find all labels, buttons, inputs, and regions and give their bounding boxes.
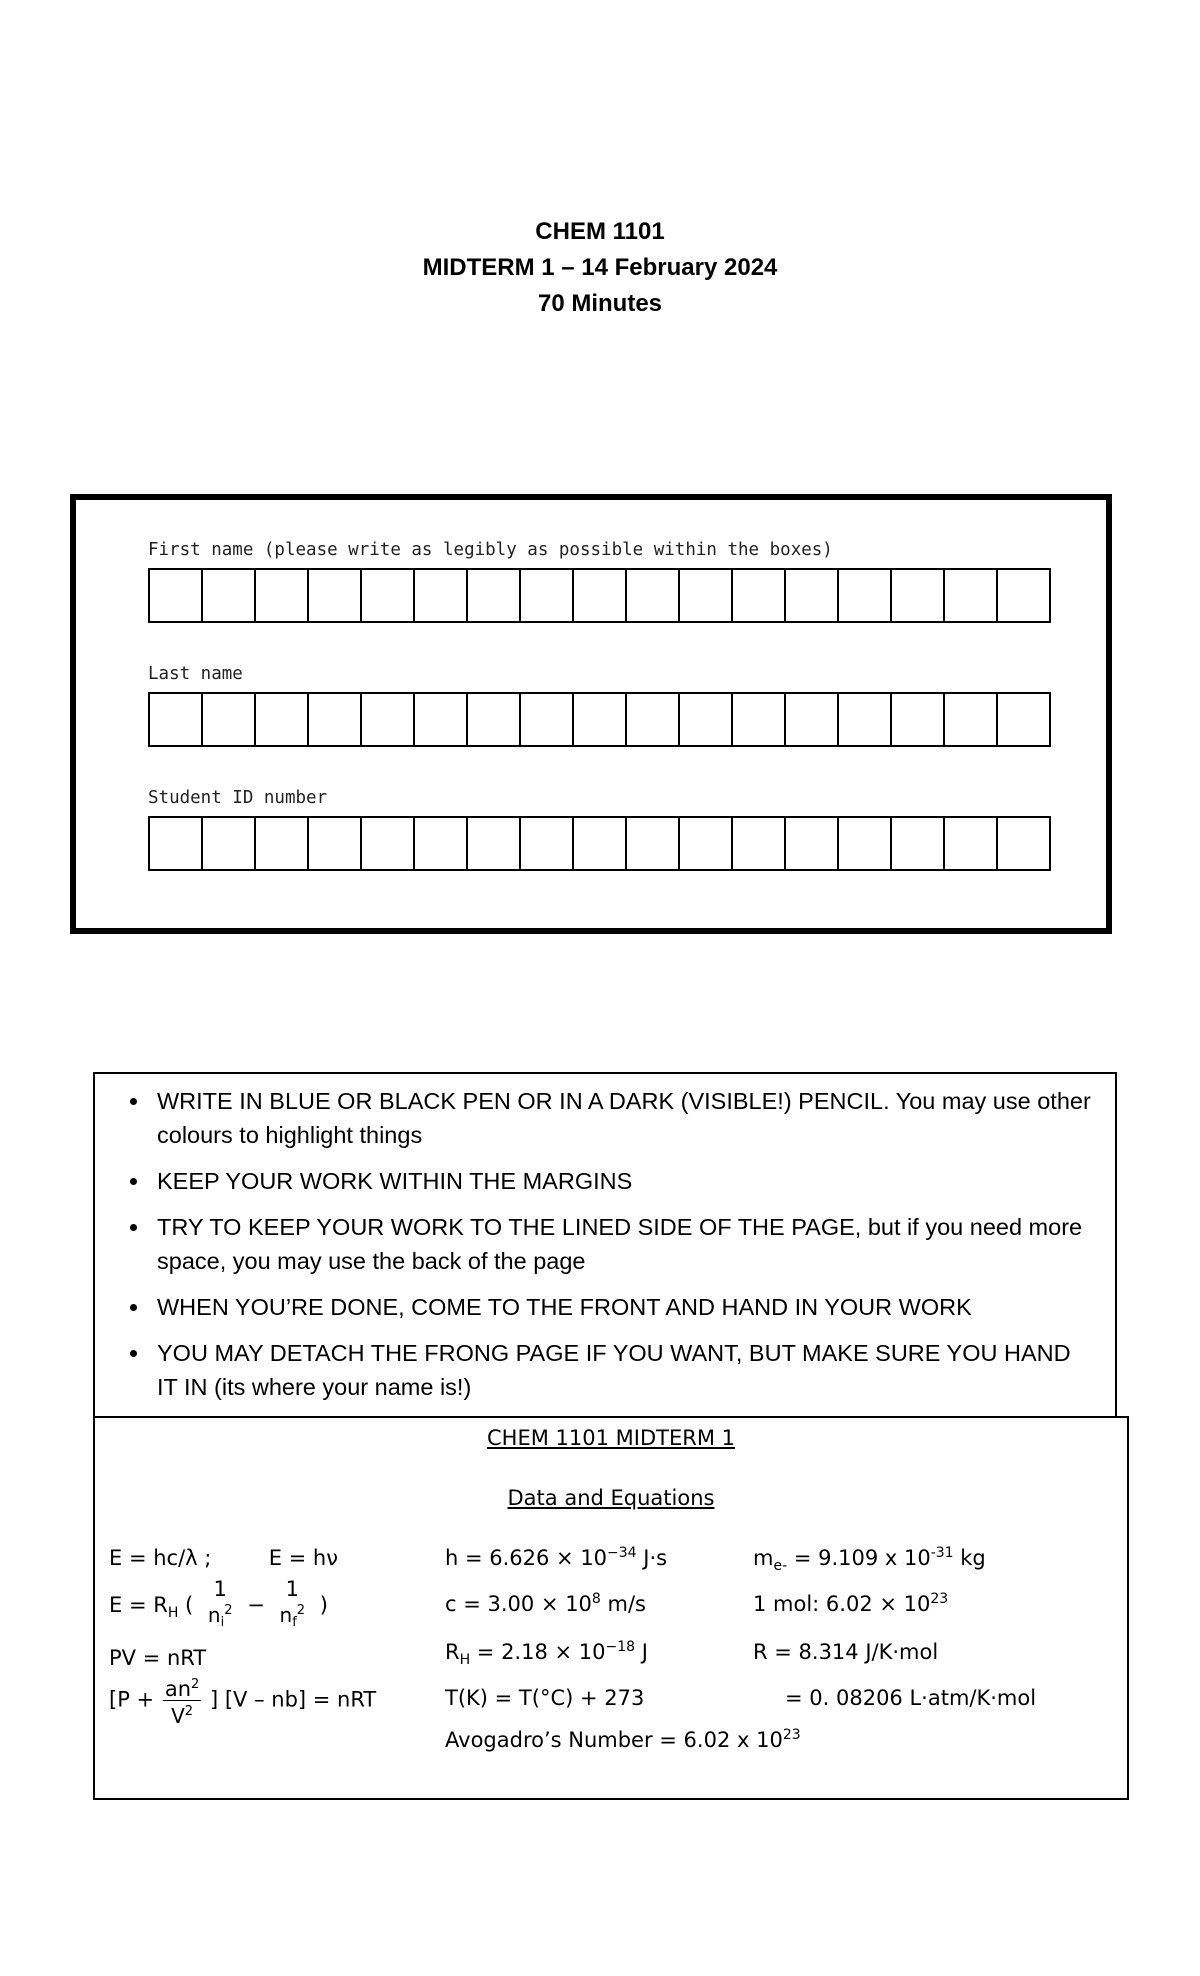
letter-box[interactable] xyxy=(150,570,203,621)
rydberg-equation xyxy=(109,1578,328,1634)
rydberg-prefix: E = R xyxy=(109,1593,168,1617)
photon-energy-equations xyxy=(109,1544,338,1572)
rh-subscript: H xyxy=(459,1652,471,1669)
photon-energy-frequency: E = hν xyxy=(268,1546,338,1570)
me-value: = 9.109 x 10 xyxy=(787,1546,931,1570)
planck-unit: J·s xyxy=(636,1546,668,1570)
me-symbol: m xyxy=(753,1546,774,1570)
letter-box[interactable] xyxy=(362,570,415,621)
rydberg-constant xyxy=(445,1638,648,1669)
letter-box[interactable] xyxy=(521,694,574,745)
fraction-denominator xyxy=(278,1600,308,1634)
fraction-numerator: 1 xyxy=(285,1577,299,1601)
letter-box[interactable] xyxy=(415,694,468,745)
planck-value: h = 6.626 × 10 xyxy=(445,1546,608,1570)
digit-box[interactable] xyxy=(468,818,521,869)
letter-box[interactable] xyxy=(415,570,468,621)
n-initial: n xyxy=(207,1603,221,1627)
fraction-numerator: 1 xyxy=(213,1577,227,1601)
avogadro-value: Avogadro’s Number = 6.02 x 10 xyxy=(445,1728,783,1752)
exam-header xyxy=(0,214,1200,322)
rh-value: = 2.18 × 10 xyxy=(470,1640,606,1664)
letter-box[interactable] xyxy=(839,694,892,745)
letter-box[interactable] xyxy=(733,570,786,621)
vdw-den-exp: 2 xyxy=(184,1704,194,1719)
vdw-fraction xyxy=(163,1674,201,1727)
speed-of-light xyxy=(445,1590,646,1618)
letter-box[interactable] xyxy=(998,694,1049,745)
first-name-label: First name (please write as legibly as possible within the boxes) xyxy=(148,540,833,560)
instruction-item: • KEEP YOUR WORK WITHIN THE MARGINS xyxy=(151,1164,1095,1198)
rh-exponent: −18 xyxy=(605,1639,636,1655)
letter-box[interactable] xyxy=(892,694,945,745)
me-subscript: e- xyxy=(773,1558,788,1575)
planck-exponent: −34 xyxy=(607,1545,637,1561)
vdw-num-exp: 2 xyxy=(191,1677,200,1692)
digit-box[interactable] xyxy=(521,818,574,869)
digit-box[interactable] xyxy=(786,818,839,869)
rh-unit: J xyxy=(635,1640,648,1664)
temperature-conversion: T(K) = T(°C) + 273 xyxy=(445,1686,645,1710)
van-der-waals-equation xyxy=(109,1674,376,1727)
letter-box[interactable] xyxy=(362,694,415,745)
digit-box[interactable] xyxy=(945,818,998,869)
letter-box[interactable] xyxy=(786,694,839,745)
letter-box[interactable] xyxy=(468,570,521,621)
digit-box[interactable] xyxy=(574,818,627,869)
data-sheet-subtitle: Data and Equations xyxy=(507,1486,715,1510)
first-name-boxes[interactable] xyxy=(148,568,1051,623)
digit-box[interactable] xyxy=(309,818,362,869)
digit-box[interactable] xyxy=(150,818,203,869)
last-name-label: Last name xyxy=(148,664,243,684)
vdw-open: [P + xyxy=(109,1687,155,1712)
gas-constant-atm: = 0. 08206 L·atm/K·mol xyxy=(785,1686,1037,1710)
letter-box[interactable] xyxy=(203,694,256,745)
instruction-item: • TRY TO KEEP YOUR WORK TO THE LINED SIDE OF THE PAGE, but if you need more space, you may use the back of the page xyxy=(151,1210,1095,1278)
instruction-list xyxy=(95,1074,1115,1404)
digit-box[interactable] xyxy=(627,818,680,869)
gas-constant-joules: R = 8.314 J/K·mol xyxy=(753,1640,939,1664)
avogadro-exponent: 23 xyxy=(782,1727,801,1743)
letter-box[interactable] xyxy=(309,694,362,745)
light-exponent: 8 xyxy=(591,1591,601,1607)
n-final: n xyxy=(279,1603,293,1627)
student-identity-form xyxy=(70,494,1112,934)
vdw-rest: ] [V – nb] = nRT xyxy=(209,1687,377,1712)
letter-box[interactable] xyxy=(998,570,1049,621)
ideal-gas-law: PV = nRT xyxy=(109,1646,207,1670)
digit-box[interactable] xyxy=(362,818,415,869)
letter-box[interactable] xyxy=(574,570,627,621)
data-and-equations-sheet xyxy=(93,1416,1129,1800)
letter-box[interactable] xyxy=(680,570,733,621)
n-initial-square: 2 xyxy=(224,1603,233,1618)
fraction-final xyxy=(278,1578,308,1634)
last-name-boxes[interactable] xyxy=(148,692,1051,747)
avogadro-number xyxy=(445,1726,801,1754)
n-final-square: 2 xyxy=(296,1603,306,1618)
vdw-den-text: V xyxy=(171,1704,185,1728)
instruction-item: • WHEN YOU’RE DONE, COME TO THE FRONT AND HAND IN YOUR WORK xyxy=(151,1290,1095,1324)
letter-box[interactable] xyxy=(945,570,998,621)
exam-duration: 70 Minutes xyxy=(537,290,663,317)
letter-box[interactable] xyxy=(309,570,362,621)
minus-sign: − xyxy=(247,1593,265,1617)
exam-instructions xyxy=(93,1072,1117,1418)
course-title: CHEM 1101 xyxy=(535,218,665,245)
rydberg-close-paren: ) xyxy=(319,1593,328,1617)
digit-box[interactable] xyxy=(680,818,733,869)
student-id-boxes[interactable] xyxy=(148,816,1051,871)
instruction-item: • WRITE IN BLUE OR BLACK PEN OR IN A DARK (VISIBLE!) PENCIL. You may use other colours to highlight things xyxy=(151,1084,1095,1152)
letter-box[interactable] xyxy=(627,570,680,621)
light-unit: m/s xyxy=(600,1592,646,1616)
light-value: c = 3.00 × 10 xyxy=(445,1592,592,1616)
planck-constant xyxy=(445,1544,667,1572)
rydberg-subscript: H xyxy=(167,1605,179,1622)
n-final-sub: f xyxy=(292,1615,297,1630)
letter-box[interactable] xyxy=(680,694,733,745)
letter-box[interactable] xyxy=(256,570,309,621)
mol-value: 1 mol: 6.02 × 10 xyxy=(753,1592,931,1616)
letter-box[interactable] xyxy=(574,694,627,745)
exam-title: MIDTERM 1 – 14 February 2024 xyxy=(422,254,778,281)
letter-box[interactable] xyxy=(839,570,892,621)
letter-box[interactable] xyxy=(786,570,839,621)
letter-box[interactable] xyxy=(203,570,256,621)
letter-box[interactable] xyxy=(627,694,680,745)
me-unit: kg xyxy=(953,1546,986,1570)
student-id-label: Student ID number xyxy=(148,788,328,808)
digit-box[interactable] xyxy=(415,818,468,869)
data-sheet-title: CHEM 1101 MIDTERM 1 xyxy=(487,1426,735,1450)
rydberg-open-paren: ( xyxy=(185,1593,194,1617)
digit-box[interactable] xyxy=(733,818,786,869)
instruction-item: • YOU MAY DETACH THE FRONG PAGE IF YOU WANT, BUT MAKE SURE YOU HAND IT IN (its where your name is!) xyxy=(151,1336,1095,1404)
letter-box[interactable] xyxy=(945,694,998,745)
rh-symbol: R xyxy=(445,1640,460,1664)
fraction-denominator xyxy=(206,1600,235,1634)
mol-exponent: 23 xyxy=(930,1591,949,1607)
n-initial-sub: i xyxy=(220,1615,225,1630)
me-exponent: -31 xyxy=(930,1545,954,1561)
digit-box[interactable] xyxy=(256,818,309,869)
photon-energy-wavelength: E = hc/λ ; xyxy=(109,1546,212,1570)
letter-box[interactable] xyxy=(733,694,786,745)
vdw-denominator xyxy=(163,1701,201,1727)
electron-mass xyxy=(753,1544,986,1575)
mole-definition xyxy=(753,1590,948,1618)
letter-box[interactable] xyxy=(468,694,521,745)
letter-box[interactable] xyxy=(256,694,309,745)
letter-box[interactable] xyxy=(892,570,945,621)
vdw-num-text: an xyxy=(164,1677,192,1701)
vdw-numerator xyxy=(163,1674,201,1701)
digit-box[interactable] xyxy=(892,818,945,869)
fraction-initial xyxy=(206,1578,235,1634)
letter-box[interactable] xyxy=(150,694,203,745)
digit-box[interactable] xyxy=(998,818,1049,869)
digit-box[interactable] xyxy=(203,818,256,869)
digit-box[interactable] xyxy=(839,818,892,869)
letter-box[interactable] xyxy=(521,570,574,621)
